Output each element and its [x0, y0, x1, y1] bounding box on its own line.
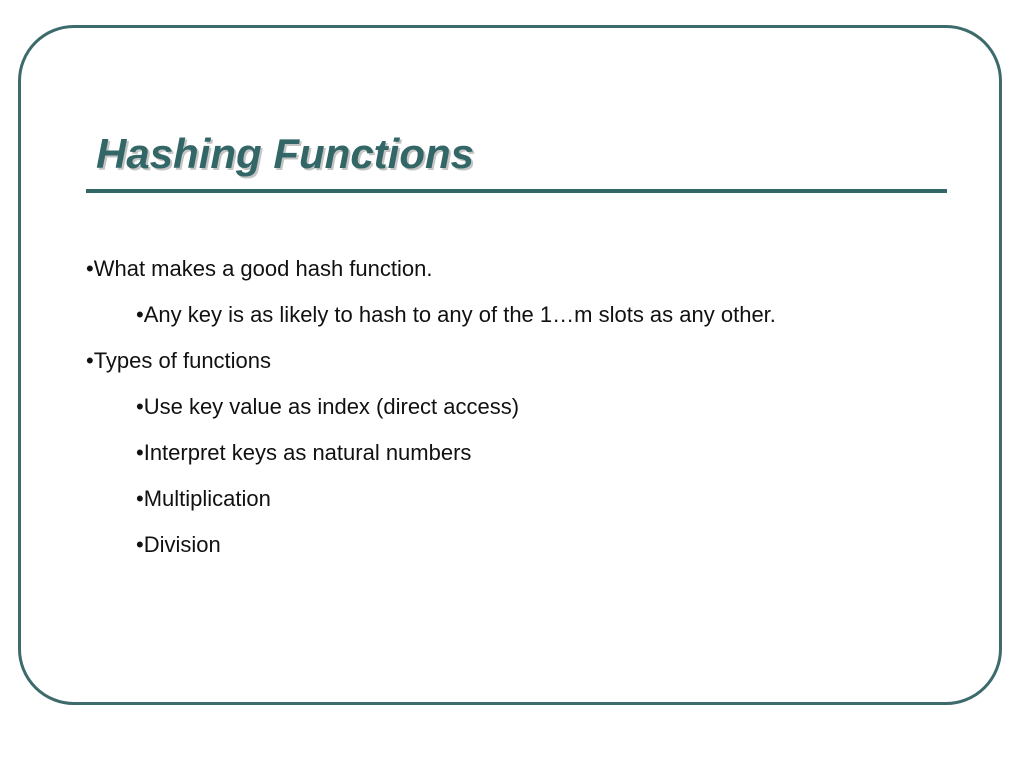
- bullet-types-of-functions: •Types of functions: [86, 348, 272, 373]
- title-underline: [86, 189, 947, 193]
- bullet-natural-numbers: •Interpret keys as natural numbers: [136, 440, 472, 465]
- slide-title: Hashing Functions: [96, 130, 474, 177]
- bullet-division: •Division: [136, 532, 221, 557]
- bullet-multiplication: •Multiplication: [136, 486, 271, 511]
- bullet-direct-access: •Use key value as index (direct access): [136, 394, 520, 419]
- bullet-uniform-hashing: •Any key is as likely to hash to any of the 1…m slots as any other.: [136, 302, 776, 327]
- bullet-good-hash-function: •What makes a good hash function.: [86, 256, 433, 281]
- bullet-list: [86, 252, 776, 574]
